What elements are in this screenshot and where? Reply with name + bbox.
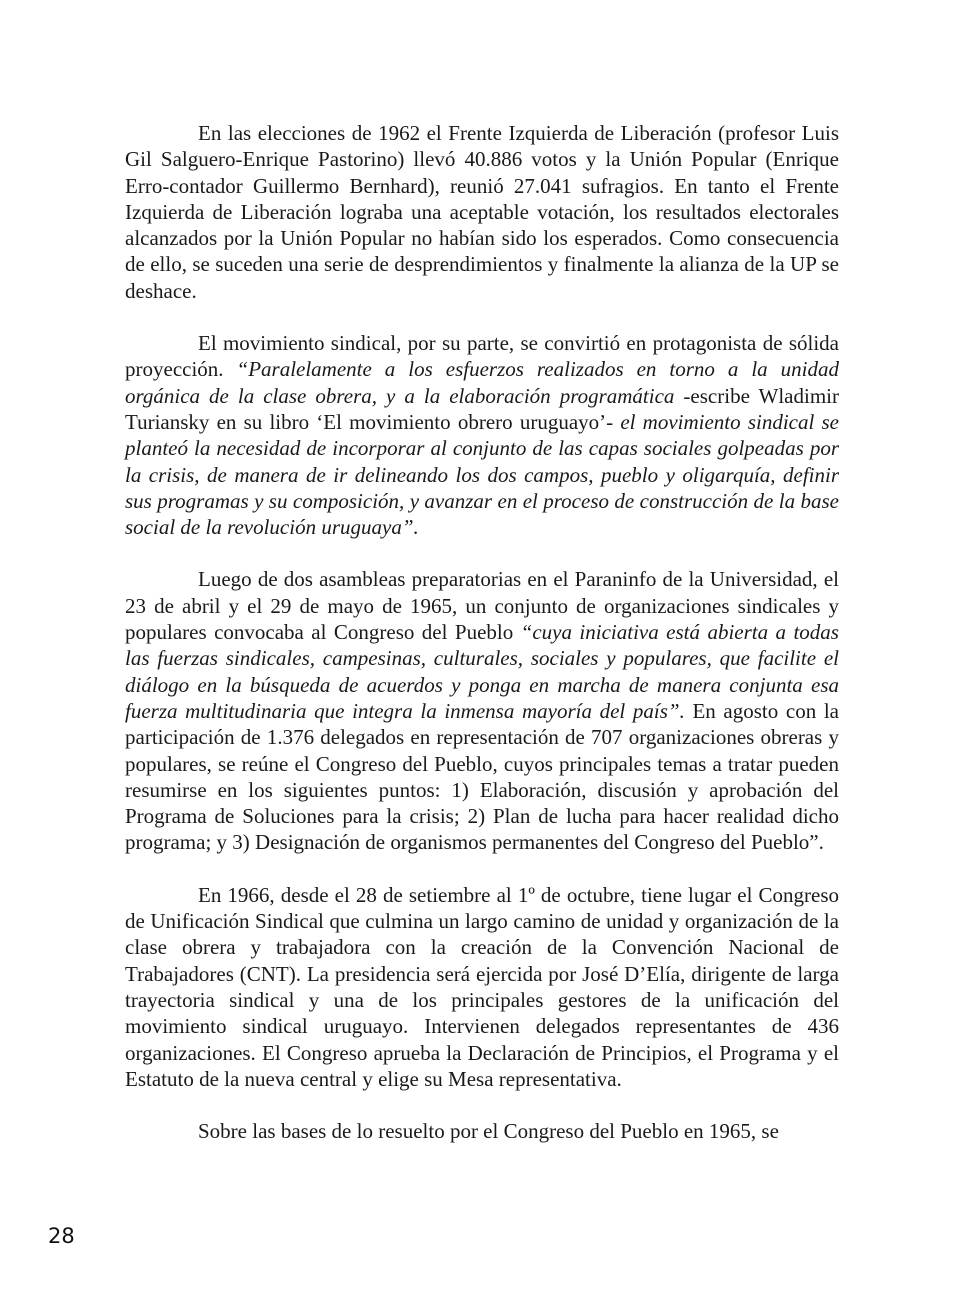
paragraph-sindical-movement — [125, 330, 839, 540]
paragraph-text: El movimiento sindical, por su parte, se convirtió en protagonista de sólida proyección. — [125, 331, 839, 382]
paragraph-text: Luego de dos asambleas preparatorias en el Paraninfo de la Universidad, el 23 de abril y el 29 de mayo de 1965, un conjunto de organizaciones sindicales y populares convocaba al Congreso del Pueblo — [125, 567, 839, 645]
quote-text: “Paralelamente a los esfuerzos realizados en torno a la unidad orgánica de la clase obrera, y a la elaboración programática — [125, 357, 839, 408]
paragraph-text: En agosto con la participación de 1.376 delegados en representación de 707 organizaciones obreras y populares, se reúne el Congreso del Pueblo, cuyos principales temas a tratar pueden resumirse en los siguientes puntos: 1) Elaboración, discusión y aprobación del Programa de Soluciones para la crisis; 2) Plan de lucha para hacer realidad dicho programa; y 3) Designación de organismos permanentes del Congreso del Pueblo”. — [125, 698, 839, 855]
paragraph-continuation: Sobre las bases de lo resuelto por el Congreso del Pueblo en 1965, se — [198, 1119, 779, 1144]
page-number: 28 — [48, 1224, 75, 1248]
paragraph-cnt-1966: En 1966, desde el 28 de setiembre al 1º de octubre, tiene lugar el Congreso de Unificación Sindical que culmina un largo camino de unidad y organización de la clase obrera y trabajadora con la creación de la Convención Nacional de Trabajadores (CNT). La presidencia será ejercida por José D’Elía, dirigente de larga trayectoria sindical y una de los principales gestores de la unificación del movimiento sindical uruguayo. Intervienen delegados representantes de 436 organizaciones. El Congreso aprueba la Declaración de Principios, el Programa y el Estatuto de la nueva central y elige su Mesa representativa. — [125, 882, 839, 1091]
page-body — [125, 120, 839, 1144]
paragraph-elections-1962: En las elecciones de 1962 el Frente Izquierda de Liberación (profesor Luis Gil Salguero-Enrique Pastorino) llevó 40.886 votos y la Unión Popular (Enrique Erro-contador Guillermo Bernhard), reunió 27.041 sufragios. En tanto el Frente Izquierda de Liberación lograba una aceptable votación, los resultados electorales alcanzados por la Unión Popular no habían sido los esperados. Como consecuencia de ello, se suceden una serie de desprendimientos y finalmente la alianza de la UP se deshace. — [125, 121, 839, 303]
paragraph-congreso-del-pueblo — [125, 566, 839, 855]
paragraph-text: -escribe Wladimir Turiansky en su libro ‘El movimiento obrero uruguayo’- — [125, 383, 839, 434]
quote-text: el movimiento sindical se planteó la necesidad de incorporar al conjunto de las capas sociales golpeadas por la crisis, de manera de ir delineando los dos campos, pueblo y oligarquía, definir sus programas y su composición, y avanzar en el proceso de construcción de la base social de la revolución uruguaya”. — [125, 409, 839, 540]
quote-text: “cuya iniciativa está abierta a todas las fuerzas sindicales, campesinas, culturales, sociales y populares, que facilite el diálogo en la búsqueda de acuerdos y ponga en marcha de manera conjunta esa fuerza multitudinaria que integra la inmensa mayoría del país”. — [125, 620, 839, 723]
